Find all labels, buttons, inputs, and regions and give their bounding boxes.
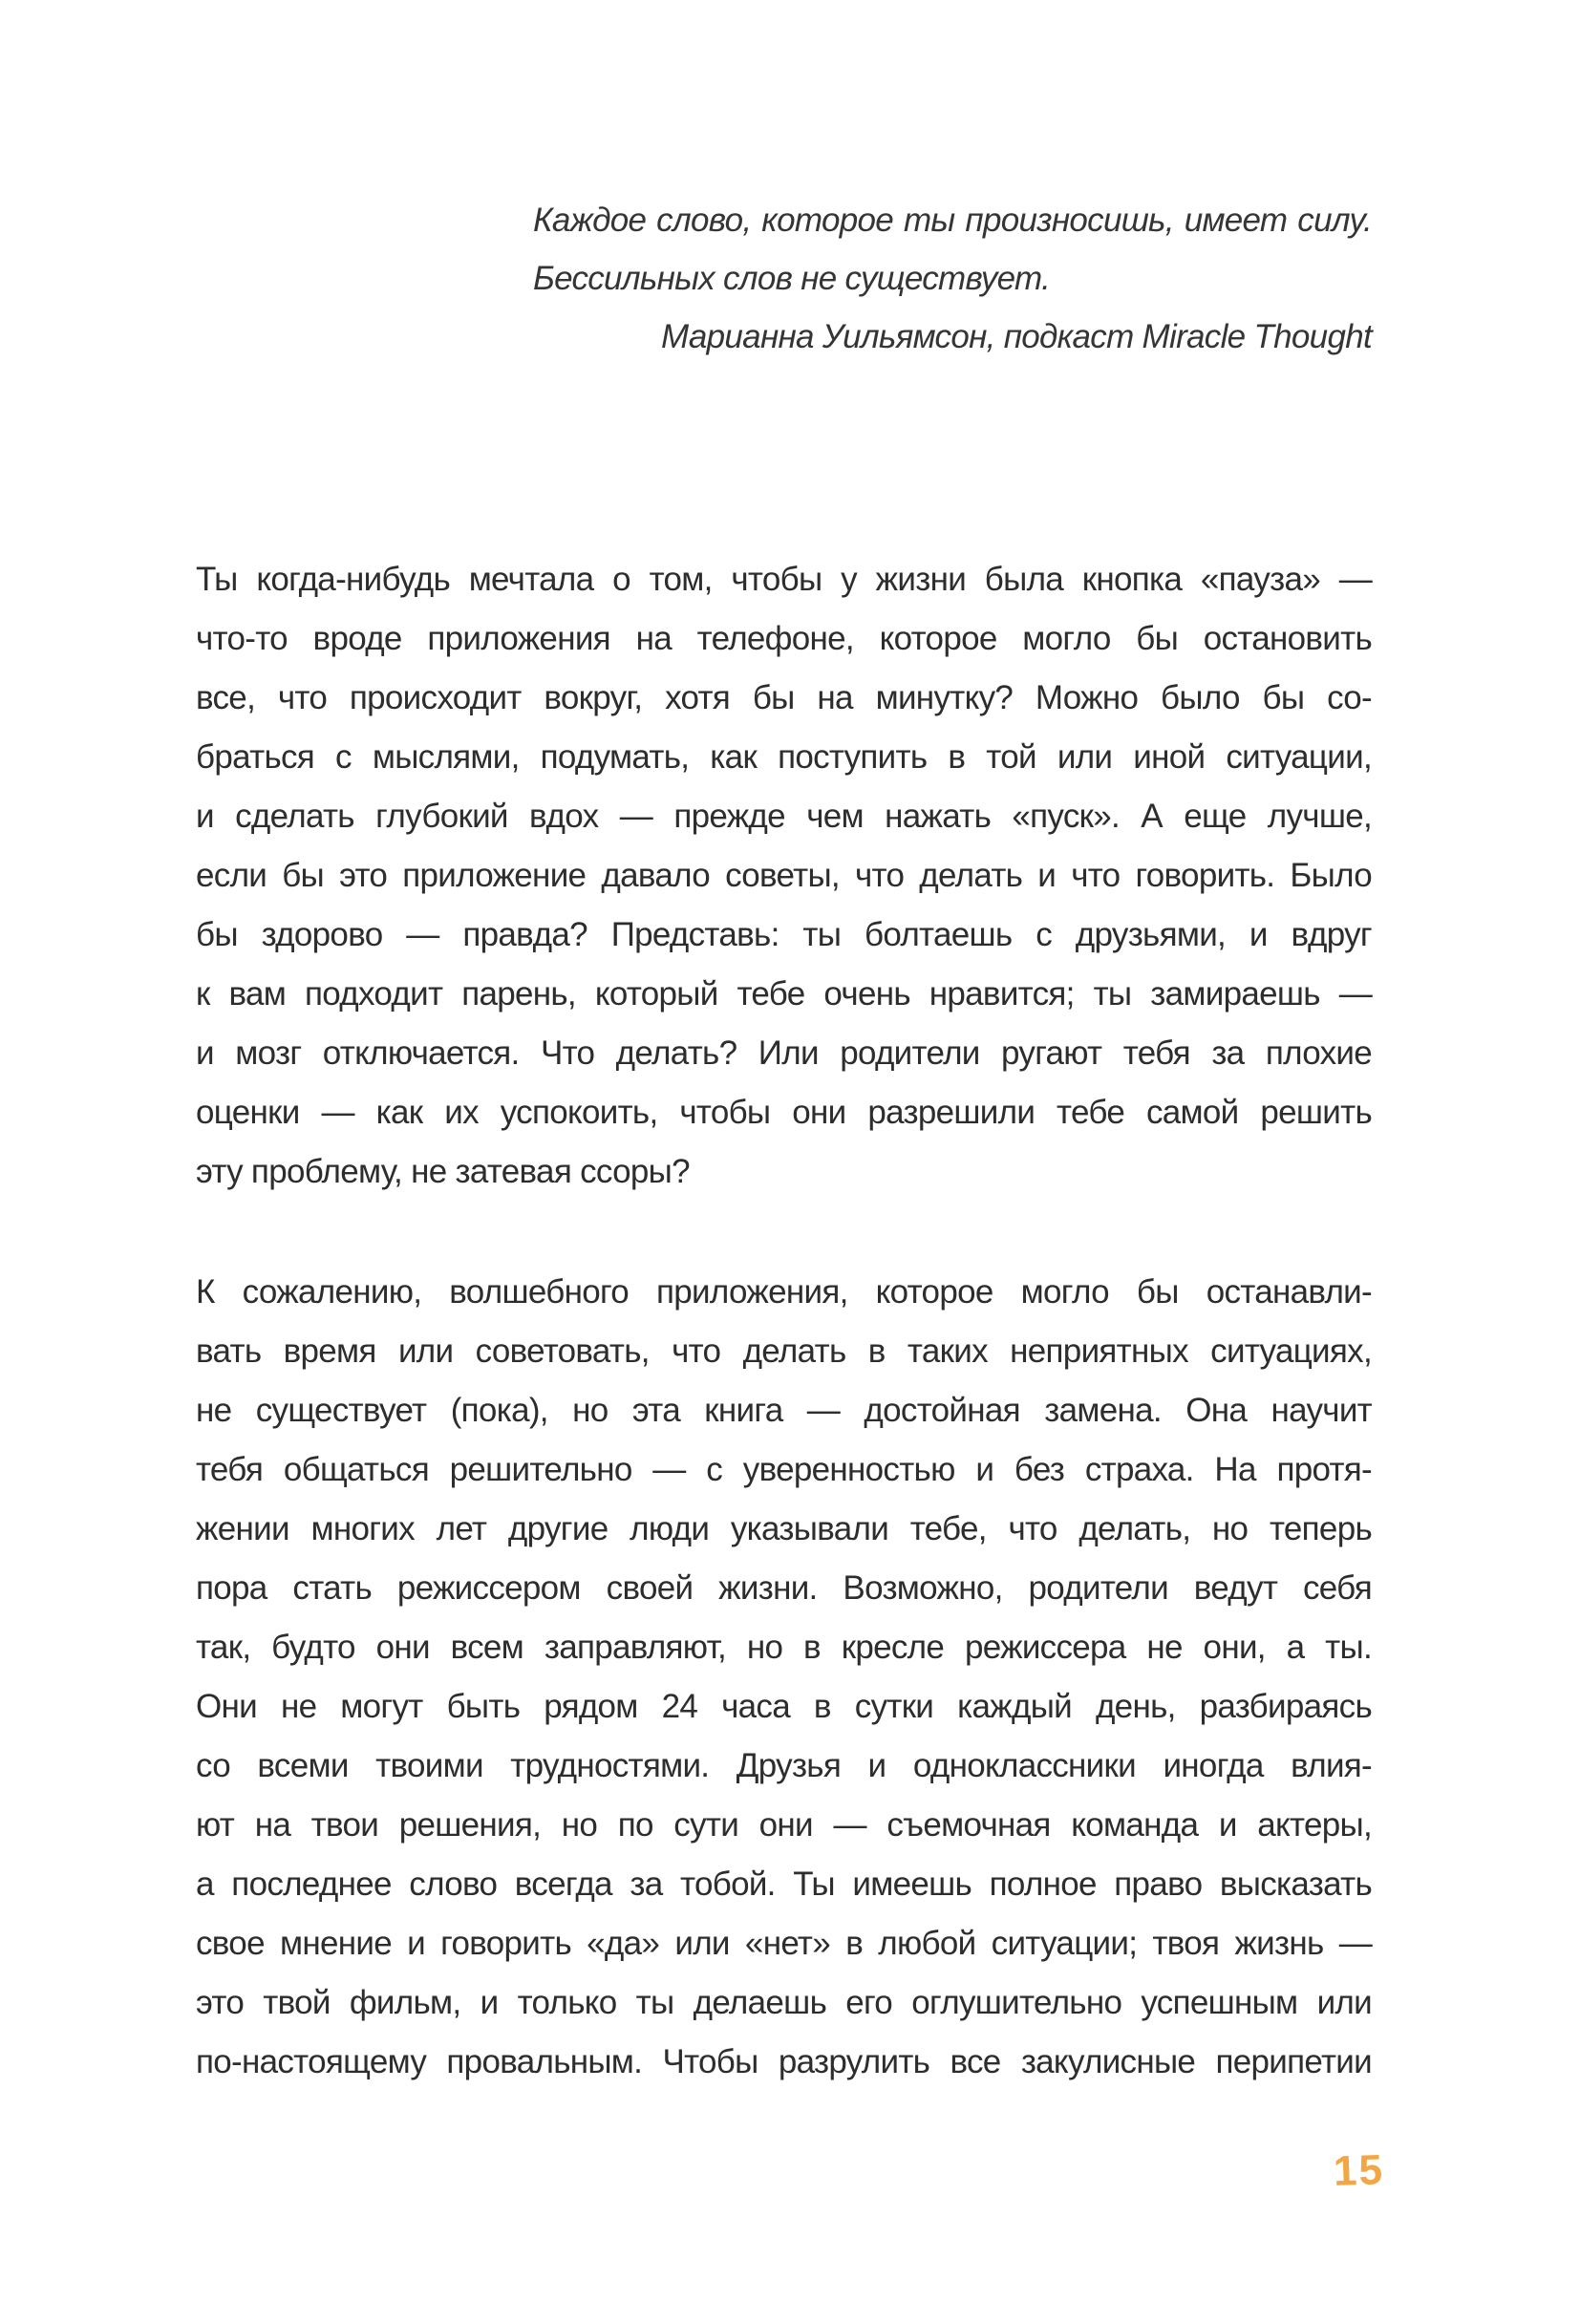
text-line: эту проблему, не затевая ссоры? [196,1153,690,1190]
text-line: Они не могут быть рядом 24 часа в сутки каждый день, разбираясь [196,1688,1372,1725]
text-line: оценки — как их успокоить, чтобы они разрешили тебе самой решить [196,1094,1372,1131]
text-line: тебя общаться решительно — с уверенностью и без страха. На протя- [196,1451,1372,1488]
paragraph [196,550,1372,1202]
text-line: если бы это приложение давало советы, что делать и что говорить. Было [196,857,1372,894]
text-line: что-то вроде приложения на телефоне, которое могло бы остановить [196,620,1372,657]
text-line: пора стать режиссером своей жизни. Возможно, родители ведут себя [196,1569,1372,1607]
paragraph [196,1263,1372,2092]
page-number: 15 [1333,2146,1385,2195]
epigraph-attribution: Марианна Уильямсон, подкаст Miracle Thought [661,318,1372,355]
epigraph [533,191,1372,366]
text-line: и мозг отключается. Что делать? Или родители ругают тебя за плохие [196,1034,1372,1072]
text-line: бы здорово — правда? Представь: ты болтаешь с друзьями, и вдруг [196,916,1372,953]
text-line: Бессильных слов не существует. [533,260,1051,297]
epigraph-quote [533,191,1372,308]
body-text [196,550,1372,2092]
text-line: к вам подходит парень, который тебе очень нравится; ты замираешь — [196,975,1372,1013]
text-line: ют на твои решения, но по сути они — съемочная команда и актеры, [196,1806,1372,1844]
text-line: К сожалению, волшебного приложения, которое могло бы останавли- [196,1273,1372,1311]
text-line: и сделать глубокий вдох — прежде чем нажать «пуск». А еще лучше, [196,798,1372,835]
text-line: свое мнение и говорить «да» или «нет» в любой ситуации; твоя жизнь — [196,1925,1372,1962]
text-line: жении многих лет другие люди указывали тебе, что делать, но теперь [196,1510,1372,1547]
text-line: вать время или советовать, что делать в таких неприятных ситуациях, [196,1333,1372,1370]
text-line: Ты когда-нибудь мечтала о том, чтобы у жизни была кнопка «пауза» — [196,561,1372,598]
text-line: по-настоящему провальным. Чтобы разрулить все закулисные перипетии [196,2043,1372,2080]
text-line: не существует (пока), но эта книга — достойная замена. Она научит [196,1392,1372,1429]
text-line: это твой фильм, и только ты делаешь его оглушительно успешным или [196,1984,1372,2021]
text-line: все, что происходит вокруг, хотя бы на минутку? Можно было бы со- [196,679,1372,716]
text-line: Каждое слово, которое ты произносишь, имеет силу. [533,202,1372,239]
text-line: так, будто они всем заправляют, но в кресле режиссера не они, а ты. [196,1629,1372,1666]
text-line: а последнее слово всегда за тобой. Ты имеешь полное право высказать [196,1866,1372,1903]
text-line: со всеми твоими трудностями. Друзья и одноклассники иногда влия- [196,1747,1372,1784]
text-line: браться с мыслями, подумать, как поступить в той или иной ситуации, [196,738,1372,776]
